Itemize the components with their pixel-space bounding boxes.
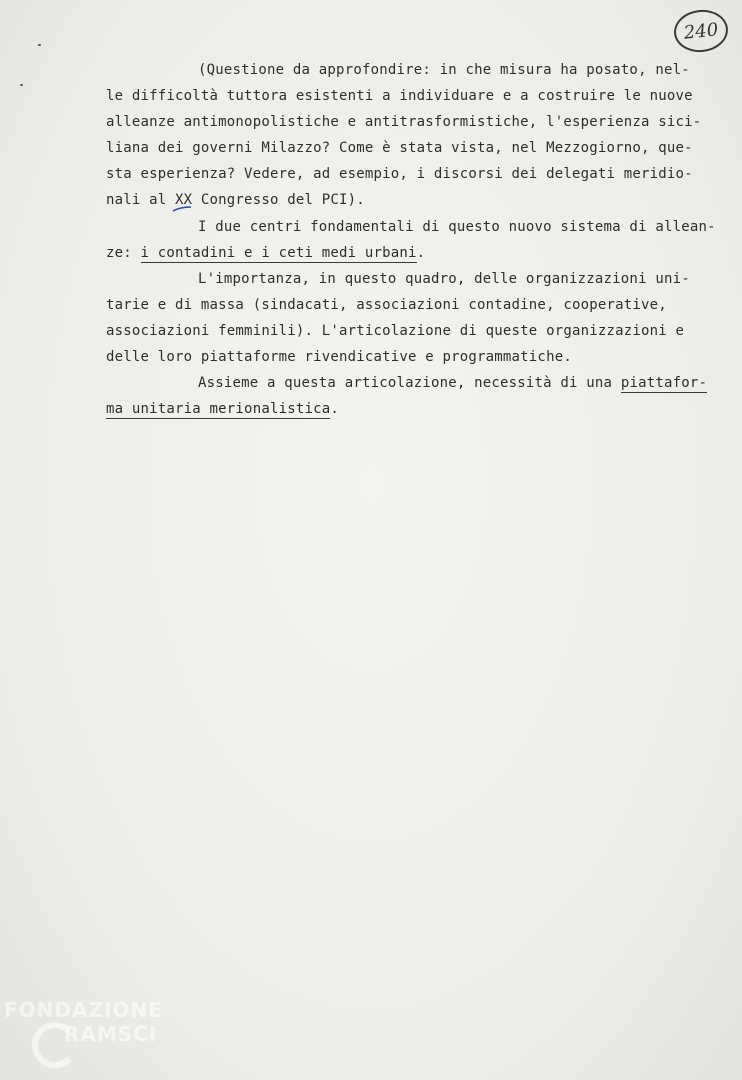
watermark-text: RAMSCI <box>64 1022 158 1046</box>
text-line: I due centri fondamentali di questo nuovo sistema di allean- <box>198 219 716 235</box>
text-line: liana dei governi Milazzo? Come è stata vista, nel Mezzogiorno, que- <box>106 140 693 156</box>
text-line: delle loro piattaforme rivendicative e programmatiche. <box>106 349 572 365</box>
text-line: L'importanza, in questo quadro, delle organizzazioni uni- <box>198 271 690 287</box>
underlined-text: piattafor- <box>620 375 708 391</box>
watermark-text: FONDAZIONE <box>4 998 163 1022</box>
underlined-text: ma unitaria merionalistica <box>106 401 331 417</box>
text-line: tarie e di massa (sindacati, associazioni contadine, cooperative, <box>106 297 667 313</box>
text-line: associazioni femminili). L'articolazione di queste organizzazioni e <box>106 323 685 339</box>
paper-speck <box>38 44 41 46</box>
pen-mark <box>172 206 192 212</box>
text-segment: . <box>416 245 426 261</box>
text-segment: Assieme a questa articolazione, necessità di una <box>198 375 621 391</box>
text-line: nali al XX Congresso del PCI). <box>106 192 365 208</box>
text-segment: ze: <box>106 245 141 261</box>
paper-speck <box>20 84 23 86</box>
text-line: (Questione da approfondire: in che misura ha posato, nel- <box>198 62 690 78</box>
text-segment: . <box>330 401 339 417</box>
foundation-watermark <box>4 996 184 1076</box>
text-line: sta esperienza? Vedere, ad esempio, i discorsi dei delegati meridio- <box>106 166 693 182</box>
text-line <box>106 240 425 266</box>
page-number-text: 240 <box>682 18 720 44</box>
page-number-stamp <box>672 7 730 54</box>
underlined-text: i contadini e i ceti medi urbani <box>140 245 417 261</box>
text-line <box>106 396 339 422</box>
text-line <box>198 370 707 396</box>
text-line: le difficoltà tuttora esistenti a individuare e a costruire le nuove <box>106 88 693 104</box>
text-line: alleanze antimonopolistiche e antitrasformistiche, l'esperienza sici- <box>106 114 702 130</box>
